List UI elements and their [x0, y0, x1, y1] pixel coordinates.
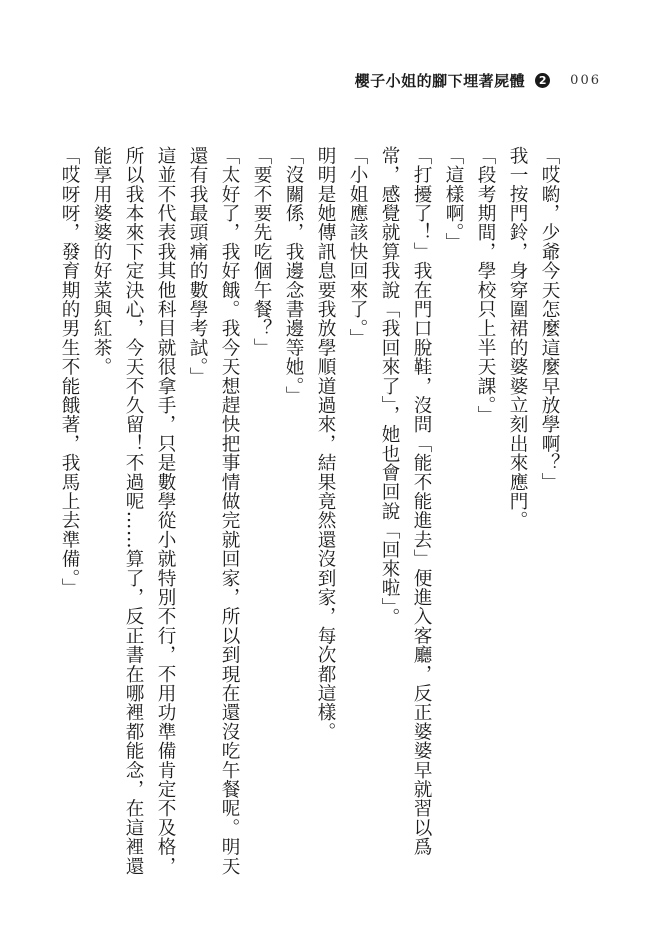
paragraph: 「這樣啊。」 [443, 146, 464, 252]
page-header [355, 70, 601, 91]
paragraph: 「哎喲，少爺今天怎麼這麼早放學啊？」 [539, 146, 560, 492]
volume-badge: 2 [535, 73, 550, 88]
paragraph: 這並不代表我其他科目就很拿手，只是數學從小就特別不行，不用功準備肯定不及格，所以我本來下定決心，今天不久留！不過呢……算了，反正書在哪裡都能念，在這裡還能享用婆婆的好菜與紅茶。 [91, 146, 176, 876]
paragraph: 我一按門鈴，身穿圍裙的婆婆立刻出來應門。 [507, 146, 528, 530]
paragraph: 「段考期間，學校只上半天課。」 [475, 146, 496, 425]
paragraph: 明明是她傳訊息要我放學順道過來，結果竟然還沒到家，每次都這樣。 [315, 146, 336, 742]
paragraph: 「打擾了！」我在門口脫鞋，沒問「能不能進去」便進入客廳，反正婆婆早就習以爲常，感覺就算我說「我回來了」，她也會回說「回來啦」。 [379, 146, 432, 857]
paragraph: 「沒關係，我邊念書邊等她。」 [283, 146, 304, 406]
paragraph: 「小姐應該快回來了。」 [347, 146, 368, 348]
paragraph: 「要不要先吃個午餐？」 [251, 146, 272, 358]
paragraph: 「哎呀呀，發育期的男生不能餓著，我馬上去準備。」 [59, 146, 80, 598]
page-number: 006 [570, 73, 601, 88]
body-text [53, 146, 565, 886]
paragraph: 「太好了，我好餓。我今天想趕快把事情做完就回家，所以到現在還沒吃午餐呢。明天還有我最頭痛的數學考試。」 [187, 146, 240, 876]
book-title: 櫻子小姐的腳下埋著屍體 [354, 72, 526, 90]
